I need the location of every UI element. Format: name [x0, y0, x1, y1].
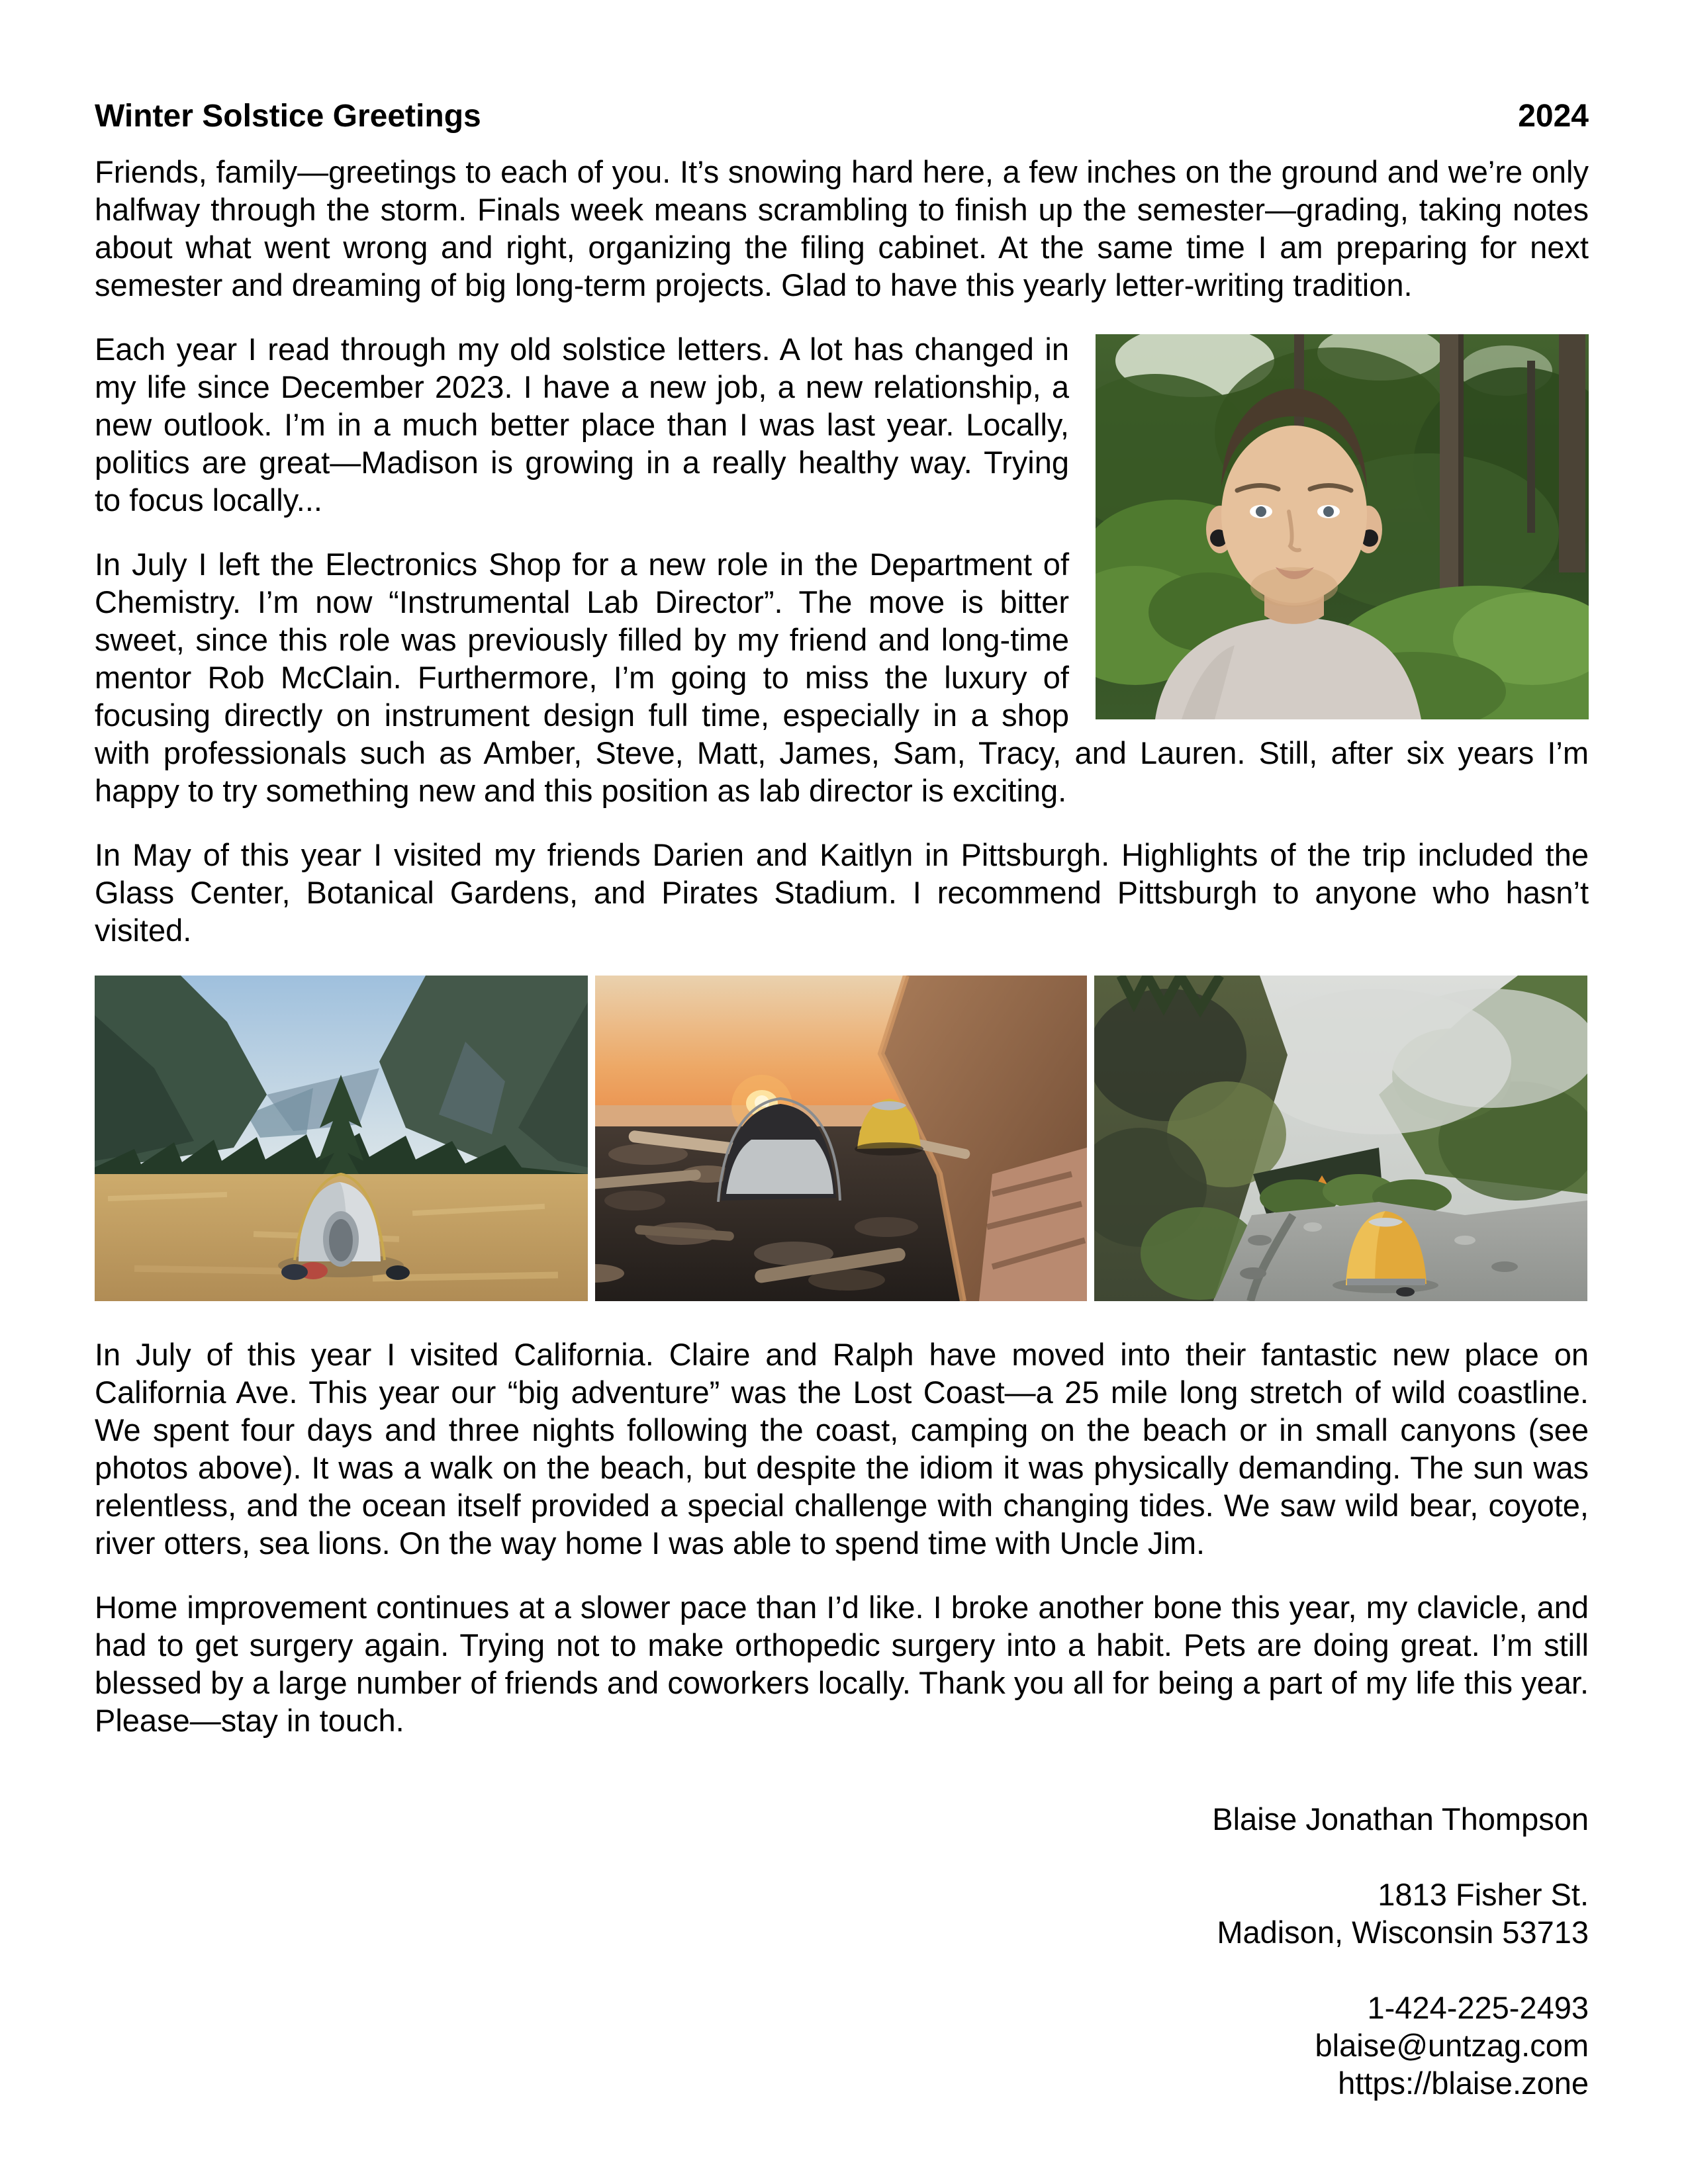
signature-spacer [95, 1951, 1589, 1989]
meadow-tent-photo [95, 976, 588, 1301]
signature-block [95, 1800, 1589, 2102]
wrap-section [95, 330, 1589, 809]
signature-spacer [95, 1838, 1589, 1876]
signature-email: blaise@untzag.com [1315, 2028, 1589, 2063]
sunset-beach-tents-photo [595, 976, 1087, 1301]
paragraph-california: In July of this year I visited California. Claire and Ralph have moved into their fantastic new place on California Ave. This year our “big adventure” was the Lost Coast—a 25 mile long stretch of wild coastline. We spent four days and three nights following the coast, camping on the beach or in small canyons (see photos above). It was a walk on the beach, but despite the idiom it was physically demanding. The sun was relentless, and the ocean itself provided a special challenge with changing tides. We saw wild bear, coyote, river otters, sea lions. On the way home I was able to spend time with Uncle Jim. [95, 1337, 1589, 1561]
signature-website: https://blaise.zone [1338, 2066, 1589, 2101]
signature-phone: 1-424-225-2493 [1367, 1990, 1589, 2025]
photo-row [95, 976, 1589, 1301]
paragraph-pittsburgh: In May of this year I visited my friends Darien and Kaitlyn in Pittsburgh. Highlights of the trip included the Glass Center, Botanical Gardens, and Pirates Stadium. I recommend Pittsburgh to anyone who hasn’t visited. [95, 837, 1589, 948]
paragraph-reflection: Each year I read through my old solstice letters. A lot has changed in my life since December 2023. I have a new job, a new relationship, a new outlook. I’m in a much better place than I was last year. Locally, politics are great—Madison is growing in a really healthy way. Trying to focus locally... [95, 332, 1069, 518]
letter-header [95, 98, 1589, 134]
forest-selfie-photo [1096, 334, 1589, 719]
signature-name: Blaise Jonathan Thompson [1212, 1801, 1589, 1837]
foggy-canyon-tent-photo [1094, 976, 1587, 1301]
paragraph-home: Home improvement continues at a slower pace than I’d like. I broke another bone this year, my clavicle, and had to get surgery again. Trying not to make orthopedic surgery into a habit. Pets are doing great. I’m still blessed by a large number of friends and coworkers locally. Thank you all for being a part of my life this year. Please—stay in touch. [95, 1590, 1589, 1738]
letter-year: 2024 [1518, 99, 1589, 134]
signature-address-line1: 1813 Fisher St. [1378, 1877, 1589, 1912]
letter-content [95, 98, 1589, 2102]
paragraph-job: In July I left the Electronics Shop for a new role in the Department of Chemistry. I’m now “Instrumental Lab Director”. The move is bitter sweet, since this role was previously filled by my friend and long-time mentor Rob McClain. Furthermore, I’m going to miss the luxury of focusing directly on instrument design full time, especially in a shop with professionals such as Amber, Steve, Matt, James, Sam, Tracy, and Lauren. Still, after six years I’m happy to try something new and this position as lab director is exciting. [95, 547, 1589, 808]
signature-address-line2: Madison, Wisconsin 53713 [1217, 1915, 1589, 1950]
paragraph-intro: Friends, family—greetings to each of you. It’s snowing hard here, a few inches on the ground and we’re only halfway through the storm. Finals week means scrambling to finish up the semester—grading, taking notes about what went wrong and right, organizing the filing cabinet. At the same time I am preparing for next semester and dreaming of big long-term projects. Glad to have this yearly letter-writing tradition. [95, 154, 1589, 302]
letter-title: Winter Solstice Greetings [95, 99, 481, 134]
